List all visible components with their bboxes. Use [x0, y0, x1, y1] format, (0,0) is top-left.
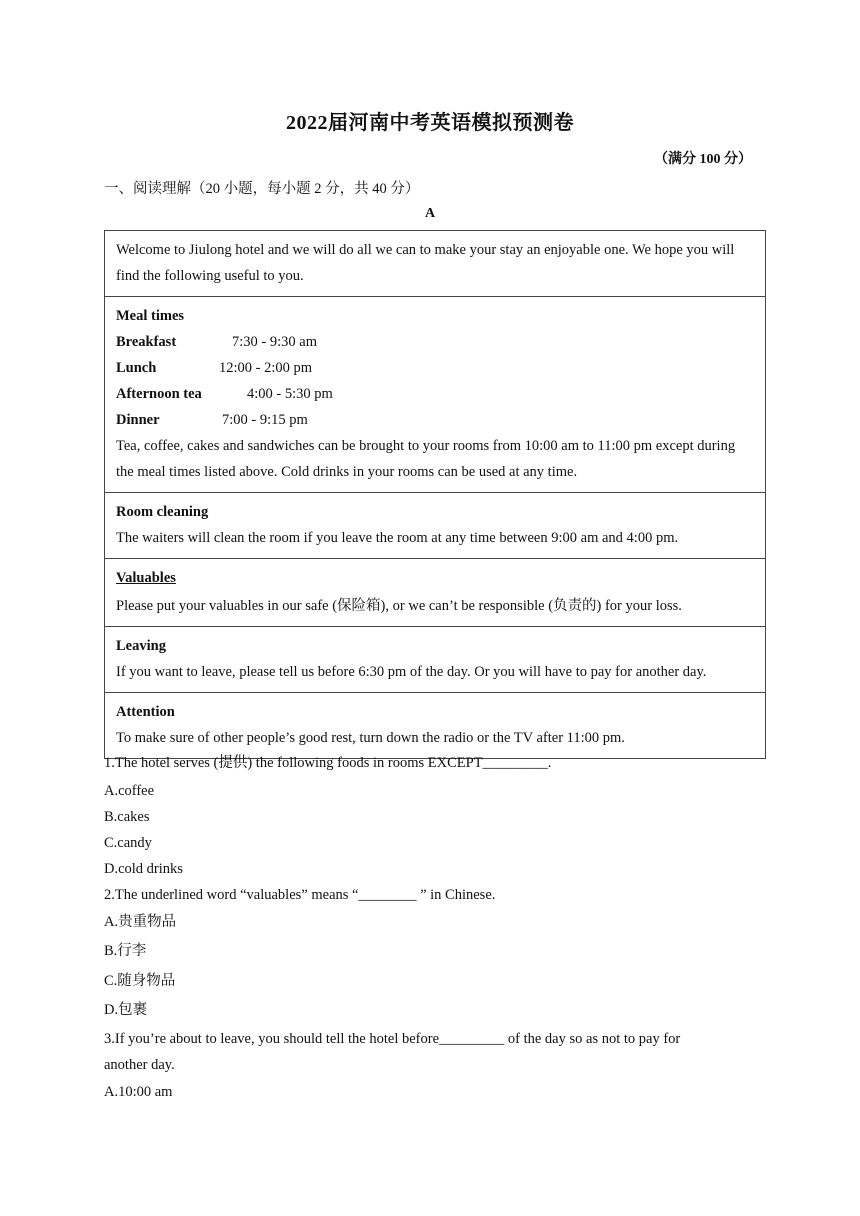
meal-row — [116, 329, 753, 355]
passage-label: A — [424, 206, 436, 221]
meal-time: 7:30 - 9:30 am — [232, 334, 317, 350]
meal-row — [116, 355, 753, 381]
answer-option: C.随身物品 — [104, 973, 176, 989]
answer-option: C.candy — [104, 835, 152, 851]
leaving-cell — [105, 627, 765, 693]
meal-time: 7:00 - 9:15 pm — [222, 412, 308, 428]
meal-times-heading: Meal times — [116, 308, 185, 324]
answer-option: A.贵重物品 — [104, 914, 177, 930]
question-stem: 2.The underlined word “valuables” means “________ ” in Chinese. — [104, 887, 496, 903]
valuables-text: Please put your valuables in our safe (保险箱), or we can’t be responsible (负责的) for your loss. — [116, 598, 682, 614]
welcome-text: Welcome to Jiulong hotel and we will do all we can to make your stay an enjoyable one. We hope you will find the following useful to you. — [116, 242, 735, 284]
meal-name: Breakfast — [116, 334, 177, 350]
room-cleaning-cell — [105, 493, 765, 559]
room-cleaning-text: The waiters will clean the room if you leave the room at any time between 9:00 am and 4:00 pm. — [116, 530, 679, 546]
leaving-text: If you want to leave, please tell us before 6:30 pm of the day. Or you will have to pay for another day. — [116, 664, 707, 680]
answer-option: D.包裹 — [104, 1002, 148, 1018]
attention-cell — [105, 693, 765, 758]
welcome-cell — [105, 231, 765, 297]
answer-option: A.10:00 am — [104, 1084, 173, 1100]
attention-heading: Attention — [116, 704, 175, 720]
meal-name: Afternoon tea — [116, 386, 202, 402]
meal-row — [116, 407, 753, 433]
meal-time: 4:00 - 5:30 pm — [247, 386, 333, 402]
answer-option: A.coffee — [104, 783, 155, 799]
score-note: （满分 100 分） — [654, 152, 752, 167]
meal-times-cell — [105, 297, 765, 493]
meal-name: Dinner — [116, 412, 160, 428]
question-stem: 3.If you’re about to leave, you should tell the hotel before_________ of the day so as not to pay for another day. — [104, 1031, 681, 1073]
page-title: 2022届河南中考英语模拟预测卷 — [286, 112, 574, 134]
answer-option: D.cold drinks — [104, 861, 183, 877]
attention-text: To make sure of other people’s good rest, turn down the radio or the TV after 11:00 pm. — [116, 730, 625, 746]
meal-row — [116, 381, 753, 407]
room-cleaning-heading: Room cleaning — [116, 504, 209, 520]
meal-name: Lunch — [116, 360, 157, 376]
question-stem: 1.The hotel serves (提供) the following foods in rooms EXCEPT_________. — [104, 755, 552, 771]
answer-option: B.cakes — [104, 809, 150, 825]
leaving-heading: Leaving — [116, 638, 166, 654]
section-heading: 一、阅读理解（20 小题，每小题 2 分，共 40 分） — [104, 181, 420, 197]
hotel-notice-box — [104, 230, 766, 759]
valuables-cell — [105, 559, 765, 627]
answer-option: B.行李 — [104, 943, 147, 959]
meal-time: 12:00 - 2:00 pm — [219, 360, 313, 376]
meal-note: Tea, coffee, cakes and sandwiches can be brought to your rooms from 10:00 am to 11:00 pm except during the meal times listed above. Cold drinks in your rooms can be used at any time. — [116, 438, 736, 480]
valuables-heading: Valuables — [116, 570, 176, 586]
